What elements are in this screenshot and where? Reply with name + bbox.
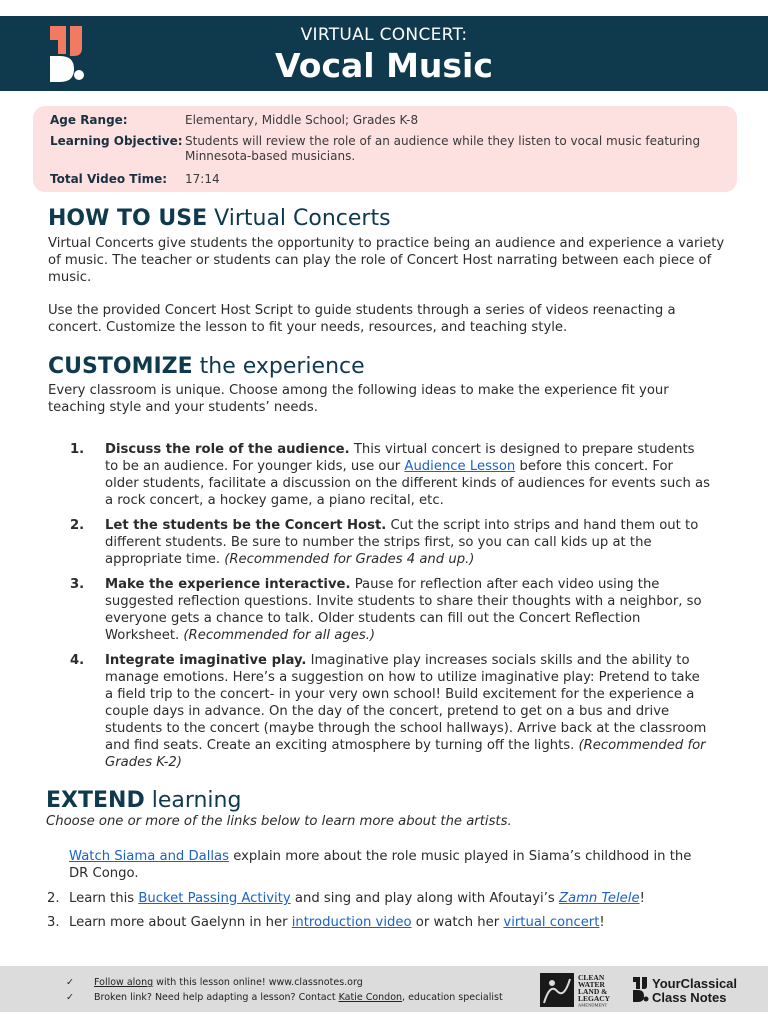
katie-condon-link[interactable]: Katie Condon xyxy=(338,992,403,1003)
learning-objective-value: Students will review the role of an audience while they listen to vocal music featuring Minnesota-based musicians. xyxy=(185,134,701,163)
video-time-label: Total Video Time: xyxy=(50,172,168,186)
item-title: Integrate imaginative play. xyxy=(105,653,307,668)
video-time-value: 17:14 xyxy=(185,172,220,186)
heading-bold: HOW TO USE xyxy=(48,206,208,231)
item-text: Imaginative play increases socials skills and the ability to manage emotions. Here’s a suggestion on how to utilize imaginative play: Pretend to take a field trip to the concert- in your very own school! Build excitement for the experience a couple days in advance. On the day of the concert, pretend to get on a bus and drive students to the concert (maybe through the school hallways). Arrive back at the classroom and find seats. Create an exciting atmosphere by turning off the lights. xyxy=(105,653,707,753)
heading-bold: EXTEND xyxy=(46,788,145,813)
virtual-concert-link[interactable]: virtual concert xyxy=(503,915,600,930)
bucket-passing-link[interactable]: Bucket Passing Activity xyxy=(138,891,291,906)
watch-siama-dallas-link[interactable]: Watch Siama and Dallas xyxy=(69,849,230,864)
item-text: explain more about the role music played in Siama’s childhood in the DR Congo. xyxy=(69,849,692,881)
how-to-use-heading xyxy=(48,206,391,231)
zamn-telele-link[interactable]: Zamn Telele xyxy=(558,891,640,906)
logo-line: LAND & xyxy=(578,987,608,996)
customize-heading xyxy=(48,354,365,379)
header-banner xyxy=(0,16,768,91)
age-range-label: Age Range: xyxy=(50,113,128,127)
item-text: ! xyxy=(599,915,605,930)
item-title: Let the students be the Concert Host. xyxy=(105,518,387,533)
checkmark-icon: ✓ xyxy=(66,977,74,988)
logo-line: LEGACY xyxy=(578,994,611,1003)
yourclassical-class-notes-logo xyxy=(632,975,742,1005)
footer-line-1 xyxy=(66,977,363,988)
logo-line: Class Notes xyxy=(652,990,727,1005)
how-to-use-paragraph-1: Virtual Concerts give students the opportunity to practice being an audience and experience a variety of music. The teacher or students can play the role of Concert Host narrating between each piece of music. xyxy=(48,236,725,285)
list-number: 3. xyxy=(47,915,60,930)
item-text: This virtual concert is designed to prepare students to be an audience. For younger kids, use our xyxy=(105,442,695,474)
introduction-video-link[interactable]: introduction video xyxy=(291,915,412,930)
footer-text: , education specialist xyxy=(402,992,503,1003)
footer-line-2 xyxy=(66,992,503,1003)
extend-intro: Choose one or more of the links below to learn more about the artists. xyxy=(46,814,512,829)
heading-light: learning xyxy=(151,788,242,813)
item-text: ! xyxy=(639,891,645,906)
item-note: (Recommended for Grades K-2) xyxy=(105,738,706,770)
item-note: (Recommended for Grades 4 and up.) xyxy=(224,552,475,567)
item-note: (Recommended for all ages.) xyxy=(183,628,376,643)
list-number: 3. xyxy=(70,577,85,592)
item-text: Pause for reflection after each video using the suggested reflection questions. Invite students to share their thoughts with a neighbor, so everyone gets a chance to talk. Older students can fill out the Concert Reflection Worksheet. xyxy=(105,577,702,643)
item-text: before this concert. For older students, facilitate a discussion on the different kinds of audiences for events such as a rock concert, a hockey game, a piano recital, etc. xyxy=(105,459,710,508)
item-text: Cut the script into strips and hand them out to different students. Be sure to number the strips first, so you can call kids up at the appropriate time. xyxy=(105,518,699,567)
how-to-use-paragraph-2: Use the provided Concert Host Script to guide students through a series of videos reenacting a concert. Customize the lesson to fit your needs, resources, and teaching style. xyxy=(48,303,676,335)
item-title: Discuss the role of the audience. xyxy=(105,442,350,457)
logo-line: CLEAN xyxy=(578,973,605,982)
logo-line: WATER xyxy=(578,980,605,989)
extend-heading xyxy=(46,788,241,813)
item-text: or watch her xyxy=(411,915,504,930)
audience-lesson-link[interactable]: Audience Lesson xyxy=(404,459,516,474)
clean-water-legacy-logo xyxy=(540,973,622,1007)
list-number: 2. xyxy=(70,518,85,533)
lesson-info-box xyxy=(33,106,737,192)
footer xyxy=(0,966,768,1012)
customize-intro: Every classroom is unique. Choose among the following ideas to make the experience fit your teaching style and your students’ needs. xyxy=(48,383,669,415)
item-title: Make the experience interactive. xyxy=(105,577,351,592)
item-text: Learn this xyxy=(69,891,139,906)
header-subtitle: VIRTUAL CONCERT: xyxy=(300,25,468,45)
learning-objective-label: Learning Objective: xyxy=(50,134,183,148)
heading-light: the experience xyxy=(199,354,365,379)
follow-along-link[interactable]: Follow along xyxy=(94,977,154,988)
checkmark-icon: ✓ xyxy=(66,992,74,1003)
age-range-value: Elementary, Middle School; Grades K-8 xyxy=(185,113,419,127)
logo-line: AMENDMENT xyxy=(578,1002,608,1007)
page-title: Vocal Music xyxy=(275,46,493,85)
footer-text: with this lesson online! www.classnotes.org xyxy=(153,977,363,988)
footer-text: Broken link? Need help adapting a lesson? Contact xyxy=(94,992,339,1003)
list-number: 4. xyxy=(70,653,85,668)
item-text: and sing and play along with Afoutayi’s xyxy=(290,891,559,906)
heading-bold: CUSTOMIZE xyxy=(48,354,193,379)
list-number: 1. xyxy=(70,442,85,457)
heading-light: Virtual Concerts xyxy=(214,206,391,231)
list-number: 2. xyxy=(47,891,60,906)
item-text: Learn more about Gaelynn in her xyxy=(69,915,292,930)
logo-line: YourClassical xyxy=(652,976,738,991)
